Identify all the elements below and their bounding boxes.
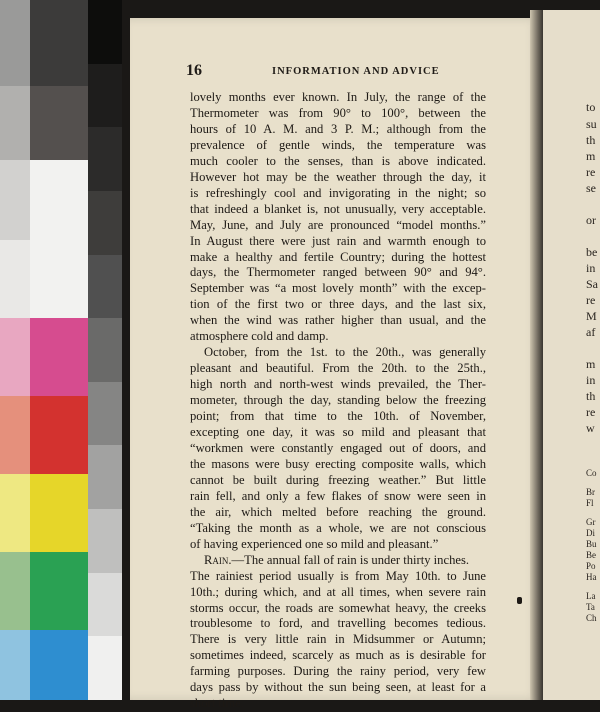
text-line <box>190 106 486 122</box>
calibration-patch <box>88 255 122 318</box>
page-number: 16 <box>186 62 202 79</box>
text-line <box>190 585 486 601</box>
facing-page-fragment: Ha <box>586 572 597 582</box>
text-line <box>190 616 486 632</box>
text-line <box>190 234 486 250</box>
calibration-patch <box>30 0 88 86</box>
line-text: hours of 10 A. M. and 3 P. M.; although from the <box>190 121 486 136</box>
calibration-patch <box>30 318 88 396</box>
facing-page-fragment: in <box>586 373 596 387</box>
text-line <box>190 218 486 234</box>
text-line <box>190 409 486 425</box>
facing-page-fragment: w <box>586 421 595 435</box>
facing-page-fragment: m <box>586 149 596 163</box>
page-body-text <box>190 90 486 712</box>
calibration-patch <box>0 160 30 240</box>
facing-page-fragment: Ta <box>586 602 595 612</box>
text-line <box>190 90 486 106</box>
line-text: lovely months ever known. In July, the range of the <box>190 90 486 104</box>
text-line <box>190 313 486 329</box>
calibration-patch <box>0 630 30 700</box>
line-text: short time. <box>190 696 244 711</box>
facing-page-fragment: be <box>586 245 598 259</box>
line-text: There is very little rain in Midsummer or Autumn; <box>190 632 486 647</box>
text-line <box>190 473 486 489</box>
line-text: October, from the 1st. to the 20th., was generally <box>204 345 486 360</box>
line-text: much cooler to the senses, than is above indicated. <box>190 153 486 168</box>
line-text: farming purposes. During the rainy period, very few <box>190 664 486 679</box>
calibration-patch <box>88 382 122 445</box>
text-line <box>190 138 486 154</box>
line-text: when the wind was rather higher than usual, and the <box>190 313 486 328</box>
facing-page-fragment: re <box>586 293 596 307</box>
text-line <box>190 425 486 441</box>
facing-page-fragment: Gr <box>586 517 596 527</box>
line-text: make a healthy and fertile Country; during the hottest <box>190 249 486 264</box>
text-line <box>190 521 486 537</box>
line-text: sometimes indeed, scarcely as much as is desirable for <box>190 648 486 663</box>
calibration-patch <box>0 552 30 630</box>
text-line <box>190 186 486 202</box>
facing-page-fragment: m <box>586 357 596 371</box>
text-line <box>190 569 486 585</box>
calibration-patch <box>0 0 30 86</box>
facing-page-fragment: su <box>586 117 597 131</box>
text-line <box>190 648 486 664</box>
text-line <box>190 505 486 521</box>
text-line <box>190 441 486 457</box>
facing-page-fragment: th <box>586 133 596 147</box>
line-text: pleasant and beautiful. From the 20th. to the 25th., <box>190 361 486 376</box>
line-text: —The annual fall of rain is under thirty inches. <box>231 552 470 567</box>
facing-page-fragment: La <box>586 591 596 601</box>
line-text: tion of the first two or three days, and the last six, <box>190 297 486 312</box>
facing-page-fragment: M <box>586 309 597 323</box>
line-text: prevalence of gentle winds, the temperature was <box>190 137 486 152</box>
line-text: 10th.; during which, and at all times, when severe rain <box>190 584 486 599</box>
facing-page-fragment: Ch <box>586 613 597 623</box>
line-text: days, the Thermometer ranged between 90° and 94°. <box>190 265 486 280</box>
calibration-patch <box>0 240 30 318</box>
calibration-patch <box>30 240 88 318</box>
text-line <box>190 377 486 393</box>
line-text: Thermometer was from 90° to 100°, between the <box>190 105 486 120</box>
facing-page-fragment: af <box>586 325 596 339</box>
line-text: “workmen were constantly engaged out of doors, and <box>190 440 486 455</box>
ink-mark <box>517 597 522 604</box>
line-text: In August there were just rain and warmth enough to <box>190 233 486 248</box>
calibration-patch <box>0 86 30 160</box>
line-text: cannot be built during freezing weather.” But little <box>190 472 486 487</box>
line-text: mometer, through the day, standing below the freezing <box>190 393 486 408</box>
calibration-patch <box>0 396 30 474</box>
calibration-patch <box>88 509 122 573</box>
line-text: high north and north-west winds prevailed, the Ther- <box>190 377 486 392</box>
text-line <box>190 664 486 680</box>
facing-page-fragment: re <box>586 165 596 179</box>
calibration-patch <box>88 445 122 509</box>
text-line <box>190 297 486 313</box>
text-line <box>190 170 486 186</box>
calibration-patch <box>30 552 88 630</box>
calibration-patch <box>88 127 122 191</box>
calibration-patch <box>88 0 122 64</box>
facing-page-fragment: Be <box>586 550 596 560</box>
text-line <box>190 680 486 696</box>
running-head: INFORMATION AND ADVICE <box>272 66 440 77</box>
text-line <box>190 154 486 170</box>
line-text: the air, which melted before reaching the ground. <box>190 504 486 519</box>
facing-page-fragment: in <box>586 261 596 275</box>
calibration-patch <box>30 630 88 700</box>
facing-page-fragment: Co <box>586 468 597 478</box>
calibration-patch <box>0 318 30 396</box>
facing-page-fragment: or <box>586 213 596 227</box>
facing-page-fragment: re <box>586 405 596 419</box>
calibration-patch <box>30 474 88 552</box>
line-text: that indeed a blanket is, not unusually, very acceptable. <box>190 201 486 216</box>
text-line <box>190 361 486 377</box>
color-calibration-strip <box>0 0 100 700</box>
line-text: The rainiest period usually is from May 10th. to June <box>190 568 486 583</box>
calibration-patch <box>30 160 88 240</box>
line-text: days pass by without the sun being seen, at least for a <box>190 680 486 695</box>
calibration-patch <box>88 318 122 382</box>
text-line <box>190 202 486 218</box>
line-text: May, June, and July are pronounced “model months.” <box>190 217 486 232</box>
text-line <box>190 345 486 361</box>
facing-page-fragment: th <box>586 389 596 403</box>
line-text: “Taking the month as a whole, we are not conscious <box>190 520 486 535</box>
line-text: storms occur, the roads are somewhat heavy, the creeks <box>190 600 486 615</box>
calibration-patch <box>88 64 122 127</box>
text-line <box>190 265 486 281</box>
line-text: troublesome to ford, and travelling becomes tedious. <box>190 616 486 631</box>
calibration-patch <box>88 191 122 255</box>
text-line <box>190 553 486 569</box>
text-line <box>190 489 486 505</box>
facing-page-fragment: Fl <box>586 498 594 508</box>
facing-page <box>543 10 600 700</box>
text-line <box>190 393 486 409</box>
line-text: excepting one day, it was so mild and pleasant that <box>190 425 486 440</box>
calibration-patch <box>30 396 88 474</box>
facing-page-fragment: Bu <box>586 539 597 549</box>
text-line <box>190 632 486 648</box>
calibration-patch <box>30 86 88 160</box>
text-line <box>190 122 486 138</box>
line-text: is refreshingly cool and invigorating in the night; so <box>190 185 486 200</box>
line-text: September was “a most lovely month” with the excep- <box>190 281 486 296</box>
facing-page-fragment: se <box>586 181 596 195</box>
text-line <box>190 250 486 266</box>
calibration-patch <box>88 636 122 700</box>
facing-page-fragment: Br <box>586 487 595 497</box>
facing-page-fragment: Po <box>586 561 596 571</box>
facing-page-fragment: Sa <box>586 277 598 291</box>
facing-page-fragment: Di <box>586 528 595 538</box>
calibration-patch <box>88 573 122 636</box>
line-text: point; from that time to the 10th. of November, <box>190 409 486 424</box>
text-line <box>190 329 486 345</box>
text-line <box>190 696 486 712</box>
line-text: of having experienced one so mild and pleasant.” <box>190 536 439 551</box>
text-line <box>190 601 486 617</box>
line-text: However hot may be the weather through the day, it <box>190 169 486 184</box>
text-line <box>190 537 486 553</box>
text-line <box>190 281 486 297</box>
line-text: the masons were busy erecting composite walls, which <box>190 456 486 471</box>
book-gutter <box>530 10 544 700</box>
section-lead: Rain. <box>204 552 232 567</box>
line-text: atmosphere cold and damp. <box>190 329 329 344</box>
line-text: rain fell, and only a few flakes of snow were seen in <box>190 488 486 503</box>
text-line <box>190 457 486 473</box>
facing-page-fragment: to <box>586 100 596 114</box>
calibration-patch <box>0 474 30 552</box>
